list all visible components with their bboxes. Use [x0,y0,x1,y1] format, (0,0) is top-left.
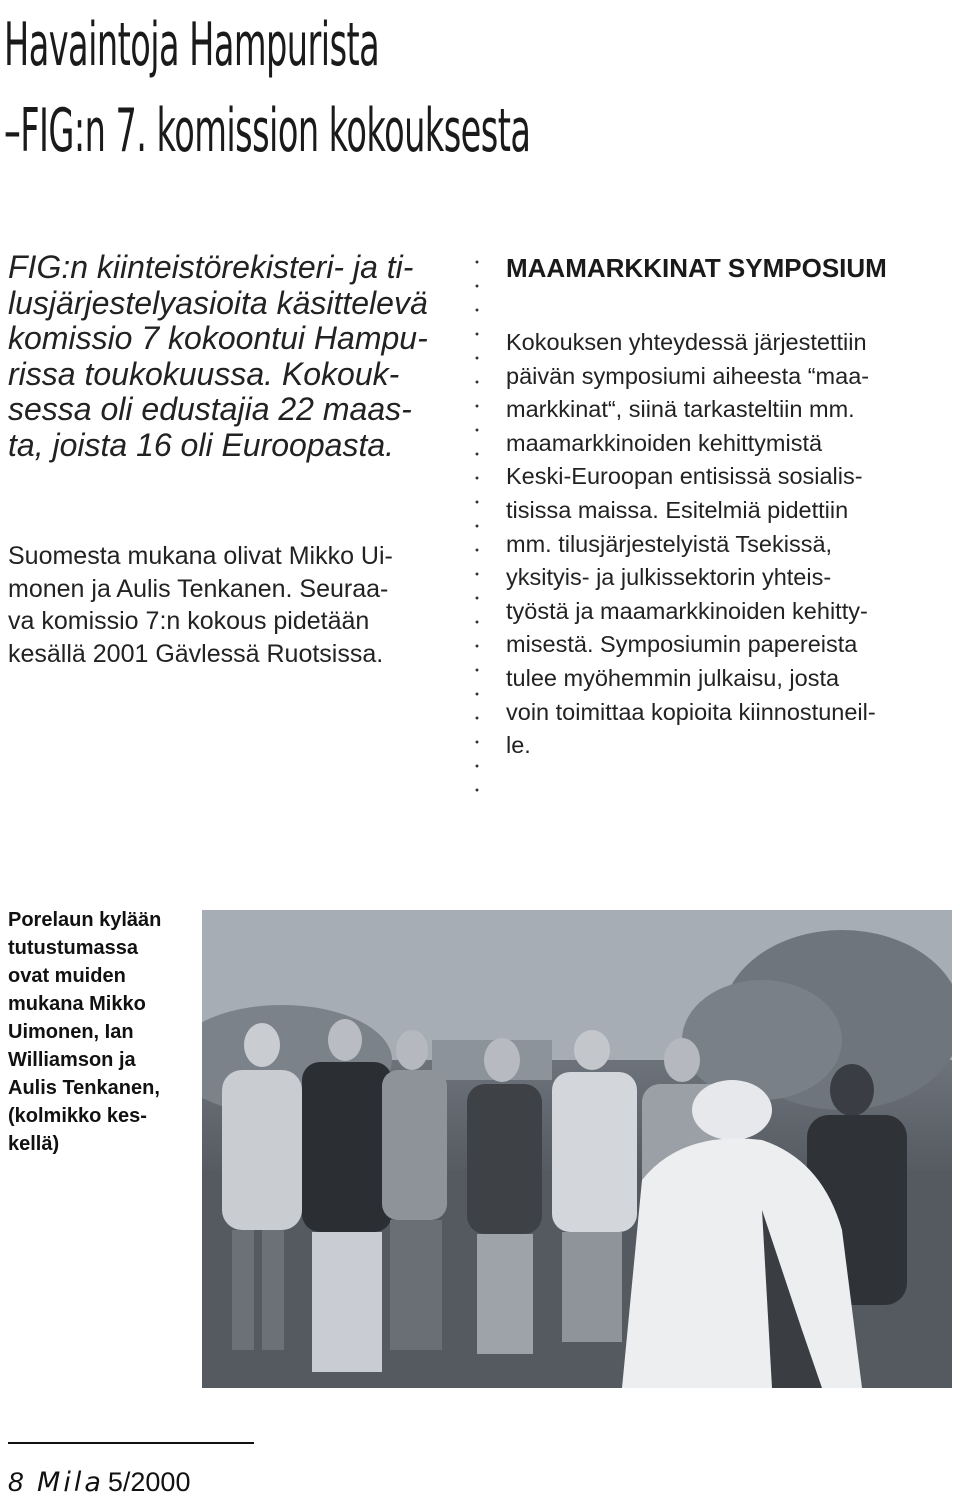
issue-number: 5/2000 [107,1467,191,1497]
symposium-line: Kokouksen yhteydessä järjestettiin [506,329,867,355]
symposium-line: voin toimittaa kopioita kiinnostuneil- [506,698,876,725]
group-photo-illustration [202,910,952,1388]
symposium-heading: MAAMARKKINAT SYMPOSIUM [506,253,887,283]
symposium-line: le. [506,732,531,759]
body-line: va komissio 7:n kokous pidetään [8,607,370,635]
title-line-2: –FIG:n 7. komission kokouksesta [4,96,531,166]
symposium-line: tulee myöhemmin julkaisu, josta [506,664,840,691]
caption-line: Williamson ja [8,1049,136,1071]
symposium-line: työstä ja maamarkkinoiden kehitty- [506,597,868,624]
symposium-line: yksityis- ja julkissektorin yhteis- [506,564,832,591]
title-line-1: Havaintoja Hampurista [4,10,380,80]
body-line: monen ja Aulis Tenkanen. Seuraa- [8,574,389,603]
photo-caption [8,906,188,1158]
dotted-column-divider [474,250,480,810]
symposium-line: misestä. Symposiumin papereista [506,631,858,658]
body-paragraph-left [8,540,458,670]
caption-line: Aulis Tenkanen, [8,1077,160,1099]
symposium-line: tisissa maissa. Esitelmiä pidettiin [506,496,849,523]
symposium-line: Keski-Euroopan entisissä sosialis- [506,463,863,490]
symposium-line: mm. tilusjärjestelyistä Tsekissä, [506,530,833,557]
caption-line: Porelaun kylään [8,909,162,931]
caption-line: kellä) [8,1133,60,1155]
caption-line: mukana Mikko [8,993,146,1015]
footer-rule [8,1442,254,1444]
magazine-logo: Mila [37,1467,104,1498]
lead-line: lusjärjestelyasioita käsittelevä [8,284,428,321]
caption-line: Uimonen, Ian [8,1021,134,1043]
caption-line: ovat muiden [8,965,126,987]
symposium-paragraph [506,326,952,763]
lead-line: rissa toukokuussa. Kokouk- [8,355,400,392]
body-line: Suomesta mukana olivat Mikko Ui- [8,542,393,570]
symposium-line: päivän symposiumi aiheesta “maa- [506,362,870,389]
group-photo [202,910,952,1388]
caption-line: (kolmikko kes- [8,1105,147,1127]
page-footer [8,1466,190,1499]
caption-line: tutustumassa [8,937,139,959]
body-line: kesällä 2001 Gävlessä Ruotsissa. [8,639,384,668]
lead-line: komissio 7 kokoontui Hampu- [8,320,428,356]
lead-line: sessa oli edustajia 22 maas- [8,391,412,427]
page-number: 8 [8,1467,24,1497]
lead-line: ta, joista 16 oli Euroopasta. [8,426,395,463]
article-title [4,2,530,174]
symposium-line: maamarkkinoiden kehittymistä [506,429,823,456]
symposium-line: markkinat“, siinä tarkasteltiin mm. [506,396,855,423]
lead-paragraph [8,250,458,463]
lead-line: FIG:n kiinteistörekisteri- ja ti- [8,249,414,285]
